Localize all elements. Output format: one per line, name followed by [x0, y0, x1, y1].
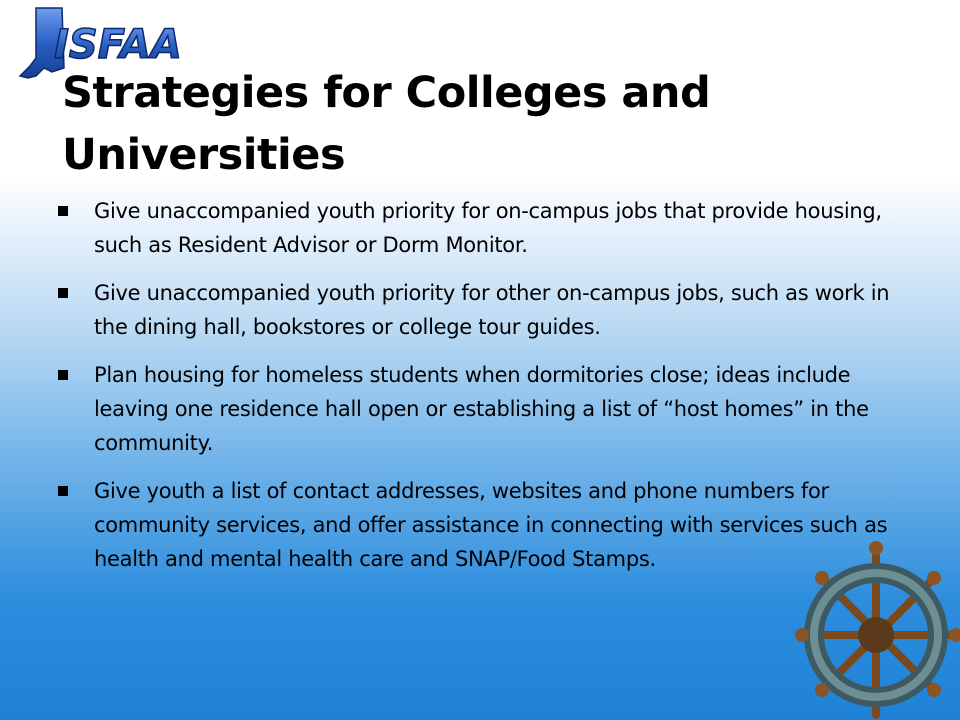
ship-wheel-icon — [784, 540, 960, 720]
bullet-item — [58, 358, 908, 460]
bullet-item — [58, 194, 908, 262]
bullet-text: Plan housing for homeless students when dormitories close; ideas include leaving one residence hall open or establishing a list of “host homes” in the community. — [94, 363, 869, 455]
square-bullet-icon — [58, 486, 68, 496]
bullet-text: Give youth a list of contact addresses, websites and phone numbers for community services, and offer assistance in connecting with services such as health and mental health care and SNAP/Food Stamps. — [94, 479, 888, 571]
bullet-item — [58, 276, 908, 344]
logo-text: ISFAA — [54, 22, 182, 68]
bullet-list — [58, 194, 908, 590]
bullet-item — [58, 474, 908, 576]
square-bullet-icon — [58, 288, 68, 298]
bullet-text: Give unaccompanied youth priority for on-campus jobs that provide housing, such as Resident Advisor or Dorm Monitor. — [94, 199, 882, 257]
bullet-text: Give unaccompanied youth priority for other on-campus jobs, such as work in the dining hall, bookstores or college tour guides. — [94, 281, 890, 339]
square-bullet-icon — [58, 370, 68, 380]
slide-title: Strategies for Colleges and Universities — [62, 68, 711, 180]
square-bullet-icon — [58, 206, 68, 216]
